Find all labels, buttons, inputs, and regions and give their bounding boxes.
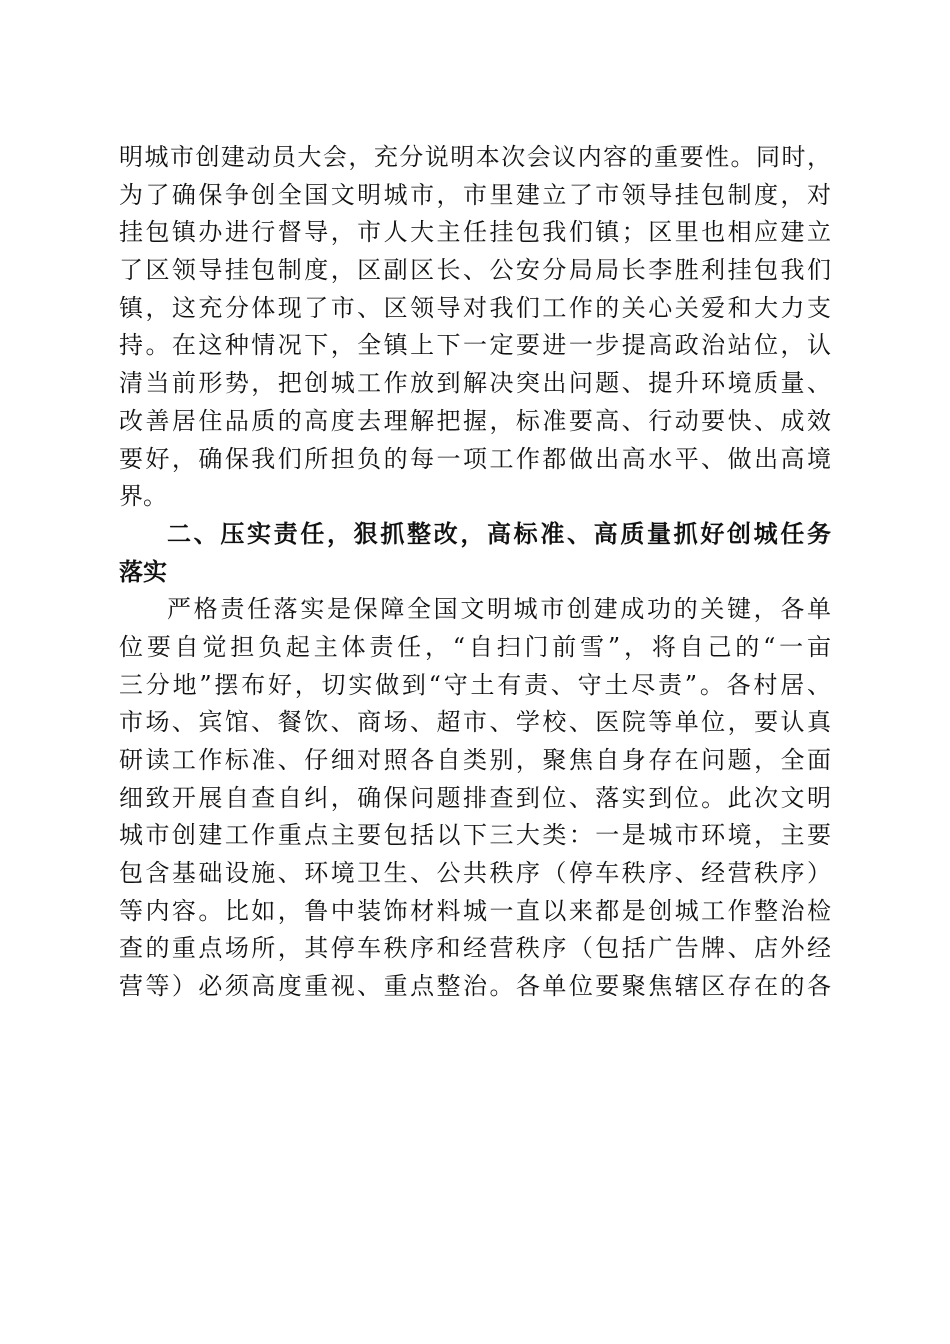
text-line: 镇，这充分体现了市、区领导对我们工作的关心关爱和大力支 [119, 293, 831, 322]
text-line: 了区领导挂包制度，区副区长、公安分局局长李胜利挂包我们 [119, 256, 831, 285]
text-line: 营等）必须高度重视、重点整治。各单位要聚焦辖区存在的各 [119, 972, 831, 1001]
text-line: 市场、宾馆、餐饮、商场、超市、学校、医院等单位，要认真 [119, 708, 831, 737]
text-line: 等内容。比如，鲁中装饰材料城一直以来都是创城工作整治检 [119, 896, 831, 925]
document-body [119, 139, 831, 1006]
paragraph-2 [119, 591, 831, 1006]
text-line: 持。在这种情况下，全镇上下一定要进一步提高政治站位，认 [119, 331, 831, 360]
text-line: 严格责任落实是保障全国文明城市创建成功的关键，各单 [167, 595, 831, 624]
section-heading-2 [119, 516, 831, 591]
text-line: 要好，确保我们所担负的每一项工作都做出高水平、做出高境 [119, 444, 831, 473]
text-line: 改善居住品质的高度去理解把握，标准要高、行动要快、成效 [119, 406, 831, 435]
text-line: 查的重点场所，其停车秩序和经营秩序（包括广告牌、店外经 [119, 934, 831, 963]
text-line: 界。 [119, 482, 167, 511]
text-line: 明城市创建动员大会，充分说明本次会议内容的重要性。同时， [119, 143, 831, 171]
text-line: 三分地”摆布好，切实做到“守土有责、守土尽责”。各村居、 [119, 670, 831, 699]
heading-line: 二、压实责任，狠抓整改，高标准、高质量抓好创城任务 [167, 519, 831, 548]
text-line: 位要自觉担负起主体责任，“自扫门前雪”，将自己的“一亩 [119, 632, 831, 661]
text-line: 挂包镇办进行督导，市人大主任挂包我们镇；区里也相应建立 [119, 218, 831, 247]
text-line: 清当前形势，把创城工作放到解决突出问题、提升环境质量、 [119, 369, 831, 398]
text-line: 细致开展自查自纠，确保问题排查到位、落实到位。此次文明 [119, 783, 831, 812]
text-line: 包含基础设施、环境卫生、公共秩序（停车秩序、经营秩序） [119, 859, 831, 888]
text-line: 为了确保争创全国文明城市，市里建立了市领导挂包制度，对 [119, 180, 831, 209]
text-line: 城市创建工作重点主要包括以下三大类：一是城市环境，主要 [119, 821, 831, 850]
heading-line: 落实 [119, 557, 167, 586]
paragraph-1 [119, 139, 831, 516]
text-line: 研读工作标准、仔细对照各自类别，聚焦自身存在问题，全面 [119, 746, 831, 774]
